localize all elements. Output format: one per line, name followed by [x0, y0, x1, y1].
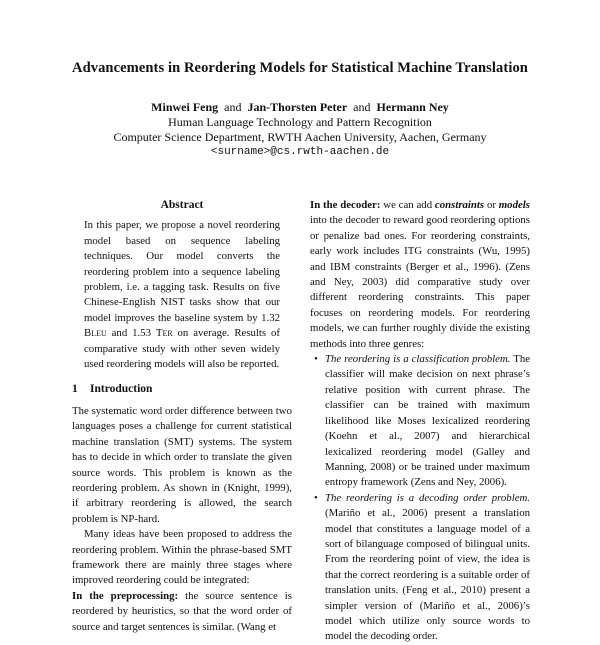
abstract-part-1: In this paper, we propose a novel reordering model based on sequence labeling techniques. Our model converts the reordering problem into a sequence labeling problem, i.e. a tagging task. Results on five Chinese-English NIST tasks show that our model improves the baseline system by 1.32	[84, 219, 280, 324]
decoder-label: In the decoder:	[310, 199, 381, 211]
models-term: models	[498, 199, 530, 211]
genre-title: The reordering is a classification problem.	[325, 353, 511, 366]
decoder-text-1: we can add	[380, 199, 435, 211]
preprocessing-text: the source sentence is reordered by heuristics, so that the word order of source and target sentences is similar. (Wang et	[72, 589, 292, 633]
abstract-part-3: on average. Results of comparative study with other seven widely used reordering models will also be reported.	[84, 327, 280, 371]
ter-metric: Ter	[155, 327, 173, 340]
intro-paragraph-1: The systematic word order difference between two languages poses a challenge for current statistical machine translation (SMT) systems. The system has to decide in which order to translate the given source words. This problem is known as the reordering problem. As shown in (Knight, 1999), if arbitrary reordering is allowed, the search problem is NP-hard.	[72, 404, 292, 525]
intro-paragraph-2: Many ideas have been proposed to address the reordering problem. Within the phrase-based SMT framework there are mainly three stages where improved reordering could be integrated:	[72, 528, 292, 587]
affiliation-line-2: Computer Science Department, RWTH Aachen University, Aachen, Germany	[113, 130, 487, 144]
bullet-icon: •	[314, 353, 318, 366]
author-names	[0, 100, 600, 115]
author-block	[0, 100, 600, 160]
bullet-icon: •	[314, 491, 318, 504]
section-title: Introduction	[90, 383, 153, 396]
left-column	[72, 198, 292, 635]
preprocessing-paragraph	[72, 589, 292, 635]
author-3: Hermann Ney	[376, 100, 449, 114]
list-item	[314, 352, 531, 491]
constraints-term: constraints	[434, 199, 485, 211]
preprocessing-label: In the preprocessing:	[72, 589, 179, 602]
author-1: Minwei Feng	[151, 100, 219, 114]
author-conj-2: and	[353, 100, 371, 114]
genre-text: (Mariño et al., 2006) present a translation model that constitutes a language model of a sort of bilanguage composed of bilingual units. From the reordering point of view, the idea is that the correct reordering is a suitable order of translation units. (Feng et al., 2010) present a simpler version of (Mariño et al., 2006)’s model which utilize only source words to model the decoding order.	[325, 507, 530, 643]
section-number: 1	[72, 383, 78, 396]
decoder-text-2: or	[484, 199, 499, 211]
genre-list	[310, 352, 530, 645]
genre-title: The reordering is a decoding order problem.	[325, 491, 530, 504]
author-conj-1: and	[224, 100, 242, 114]
abstract-part-2: and 1.53	[106, 327, 156, 340]
abstract-heading: Abstract	[160, 199, 204, 211]
right-column	[310, 198, 530, 645]
section-heading-introduction	[72, 382, 292, 397]
decoder-paragraph	[310, 198, 530, 352]
genre-text: The classifier will make decision on next phrase’s relative position with current phrase. The classifier can be trained with maximum likelihood like Moses lexicalized reordering (Koehn et al., 2007) and hierarchical lexicalized reordering model (Galley and Manning, 2008) or be trained under maximum entropy framework (Zens and Ney, 2006).	[325, 353, 531, 489]
affiliation-line-1: Human Language Technology and Pattern Recognition	[168, 115, 432, 129]
bleu-metric: Bleu	[84, 327, 107, 340]
author-email: <surname>@cs.rwth-aachen.de	[210, 146, 390, 158]
decoder-text-3: into the decoder to reward good reordering options or penalize bad ones. For reordering constraints, early work includes ITG constraints (Wu, 1995) and IBM constraints (Berger et al., 1996). (Zens and Ney, 2003) did comparative study over different reordering constraints. This paper focuses on reordering models. For reordering models, we can further roughly divide the existing methods into three genres:	[310, 214, 530, 350]
paper-title: Advancements in Reordering Models for Statistical Machine Translation	[72, 60, 528, 76]
abstract-text	[84, 218, 280, 372]
list-item	[314, 491, 530, 645]
author-2: Jan-Thorsten Peter	[247, 100, 348, 114]
